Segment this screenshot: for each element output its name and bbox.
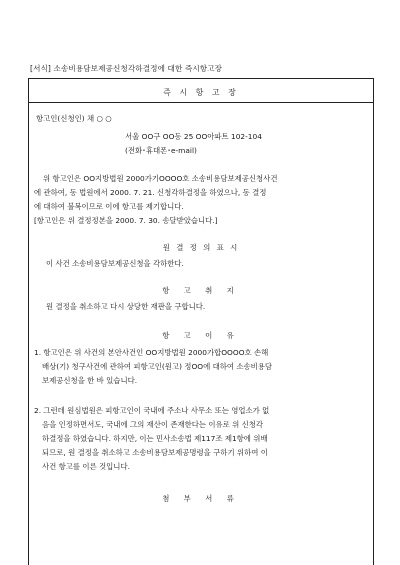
reasons-heading: 항 고 이 유 bbox=[162, 331, 240, 340]
intro-line-2: 에 관하여, 동 법원에서 2000. 7. 21. 신청각하결정을 하였으나, 동 결정 bbox=[34, 188, 267, 197]
intro-line-3: 에 대하여 불복이므로 이에 항고를 제기합니다. bbox=[34, 202, 184, 211]
appeal-document bbox=[28, 78, 374, 565]
appellant-contact: (전화･휴대폰･e-mail) bbox=[125, 146, 197, 155]
appellant-address: 서울 OO구 OO동 25 OO아파트 102-104 bbox=[125, 132, 262, 141]
attachments-heading: 첨 부 서 류 bbox=[162, 494, 240, 503]
original-decision-heading: 원 결 정 의 표 시 bbox=[162, 243, 240, 252]
purpose-heading: 항 고 취 지 bbox=[162, 286, 240, 295]
reason-2-line-4: 되므로, 원 결정을 취소하고 소송비용담보제공명령을 구하기 위하여 이 bbox=[42, 448, 268, 457]
purpose-text: 원 결정을 취소하고 다시 상당한 재판을 구합니다. bbox=[46, 302, 206, 311]
document-title: 즉 시 항 고 장 bbox=[163, 88, 239, 97]
reason-2-line-2: 음을 인정하면서도, 국내에 그의 재산이 존재한다는 이유로 위 신청각 bbox=[42, 420, 264, 429]
appellant-label: 항고인(신청인) 채 ○ ○ bbox=[36, 114, 112, 123]
original-decision-text: 이 사건 소송비용담보제공신청을 각하한다. bbox=[46, 259, 184, 268]
form-caption: [서식] 소송비용담보제공신청각하결정에 대한 즉시항고장 bbox=[30, 64, 223, 73]
title-divider bbox=[29, 102, 373, 103]
reason-1-line-2: 배상(기) 청구사건에 관하여 피항고인(원고) 정OO에 대하여 소송비용담 bbox=[42, 362, 273, 371]
intro-line-1: 위 항고인은 OO지방법원 2000가기OOOO호 소송비용담보제공신청사건 bbox=[43, 174, 278, 183]
reason-1-line-3: 보제공신청을 한 바 있습니다. bbox=[42, 376, 138, 385]
intro-line-4: [항고인은 위 결정정본을 2000. 7. 30. 송달받았습니다.] bbox=[34, 216, 218, 225]
reason-1-line-1: 1. 항고인은 위 사건의 본안사건인 OO지방법원 2000가합OOOO호 손해 bbox=[34, 348, 269, 357]
reason-2-line-3: 하결정을 하였습니다. 하지만, 이는 민사소송법 제117조 제1항에 위배 bbox=[42, 434, 268, 443]
reason-2-line-5: 사건 항고를 이른 것입니다. bbox=[42, 462, 130, 471]
reason-2-line-1: 2. 그런데 원심법원은 피항고인이 국내에 주소나 사무소 또는 영업소가 없 bbox=[34, 406, 270, 415]
